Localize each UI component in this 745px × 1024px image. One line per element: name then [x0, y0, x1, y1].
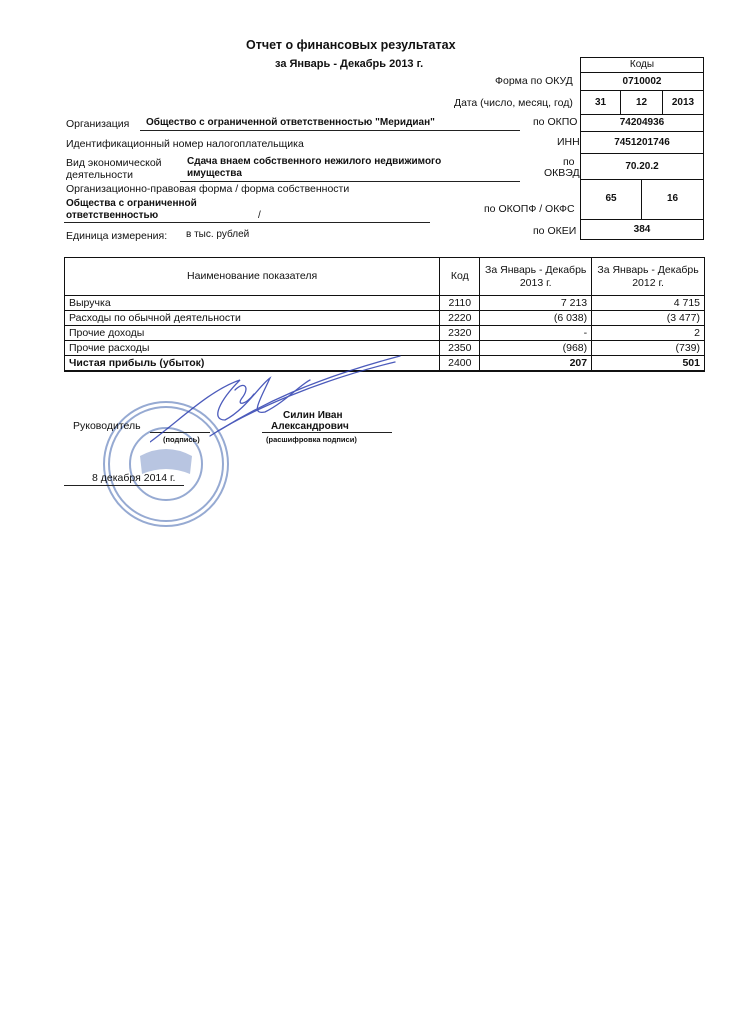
- activity-underline: [180, 181, 520, 182]
- row-name: Расходы по обычной деятельности: [65, 311, 440, 326]
- okved-label-1: по: [563, 156, 575, 168]
- form-value-2: ответственностью: [66, 210, 159, 221]
- report-period: за Январь - Декабрь 2013 г.: [275, 58, 424, 70]
- report-title: Отчет о финансовых результатах: [246, 38, 456, 52]
- row-2012: 2: [592, 326, 705, 341]
- row-2013: (968): [480, 341, 592, 356]
- header-name: Наименование показателя: [65, 258, 440, 296]
- okpo-value: 74204936: [581, 115, 703, 132]
- okved-label-2: ОКВЭД: [544, 167, 580, 179]
- org-underline: [140, 130, 520, 131]
- codes-box: [580, 57, 704, 240]
- inn-label: Идентификационный номер налогоплательщика: [66, 138, 304, 150]
- activity-label-1: Вид экономической: [66, 157, 162, 169]
- form-label: Организационно-правовая форма / форма собственности: [66, 183, 350, 195]
- row-2012: 501: [592, 356, 705, 372]
- form-value-1: Общества с ограниченной: [66, 198, 197, 209]
- unit-value: в тыс. рублей: [186, 229, 250, 240]
- form-separator: /: [258, 210, 261, 221]
- header-code: Код: [440, 258, 480, 296]
- okud-label: Форма по ОКУД: [495, 75, 573, 87]
- activity-value-2: имущества: [187, 168, 242, 179]
- row-2013: 207: [480, 356, 592, 372]
- okpo-label: по ОКПО: [533, 116, 578, 128]
- row-2013: -: [480, 326, 592, 341]
- header-2012: За Январь - Декабрь 2012 г.: [592, 258, 705, 296]
- row-name: Выручка: [65, 296, 440, 311]
- okud-value: 0710002: [581, 73, 703, 91]
- handwritten-signature: [150, 350, 420, 450]
- row-2012: (3 477): [592, 311, 705, 326]
- date-label: Дата (число, месяц, год): [454, 97, 573, 109]
- date-line: [64, 485, 184, 486]
- signer-name-1: Силин Иван: [283, 410, 343, 421]
- row-2012: (739): [592, 341, 705, 356]
- signer-name-2: Александрович: [271, 421, 349, 432]
- row-name: Прочие доходы: [65, 326, 440, 341]
- org-label: Организация: [66, 118, 130, 130]
- row-2013: 7 213: [480, 296, 592, 311]
- row-code: 2110: [440, 296, 480, 311]
- activity-label-2: деятельности: [66, 169, 133, 181]
- table-row: [65, 326, 705, 341]
- row-code: 2220: [440, 311, 480, 326]
- signature-role: Руководитель: [73, 420, 141, 432]
- inn-value: 7451201746: [581, 132, 703, 154]
- inn-code-label: ИНН: [557, 136, 580, 148]
- unit-label: Единица измерения:: [66, 230, 168, 242]
- okved-value: 70.20.2: [581, 154, 703, 180]
- table-row: [65, 296, 705, 311]
- row-code: 2400: [440, 356, 480, 372]
- form-underline: [64, 222, 430, 223]
- row-2013: (6 038): [480, 311, 592, 326]
- table-row: [65, 311, 705, 326]
- row-name: Чистая прибыль (убыток): [65, 356, 440, 372]
- okfs-value: 16: [642, 180, 703, 220]
- okei-value: 384: [633, 224, 651, 235]
- date-year: 2013: [663, 91, 703, 115]
- row-code: 2320: [440, 326, 480, 341]
- name-caption: (расшифровка подписи): [266, 435, 357, 444]
- signature-date: 8 декабря 2014 г.: [92, 472, 176, 484]
- row-code: 2350: [440, 341, 480, 356]
- okopf-value: 65: [581, 180, 642, 220]
- codes-header: Коды: [581, 58, 703, 73]
- row-2012: 4 715: [592, 296, 705, 311]
- date-month: 12: [621, 91, 663, 115]
- date-day: 31: [581, 91, 621, 115]
- signature-caption: (подпись): [163, 435, 200, 444]
- header-2013: За Январь - Декабрь 2013 г.: [480, 258, 592, 296]
- activity-value-1: Сдача внаем собственного нежилого недвижимого: [187, 156, 442, 167]
- row-name: Прочие расходы: [65, 341, 440, 356]
- okei-label: по ОКЕИ: [533, 225, 577, 237]
- table-header-row: [65, 258, 705, 296]
- okopf-label: по ОКОПФ / ОКФС: [484, 203, 575, 215]
- org-value: Общество с ограниченной ответственностью "Меридиан": [146, 117, 435, 128]
